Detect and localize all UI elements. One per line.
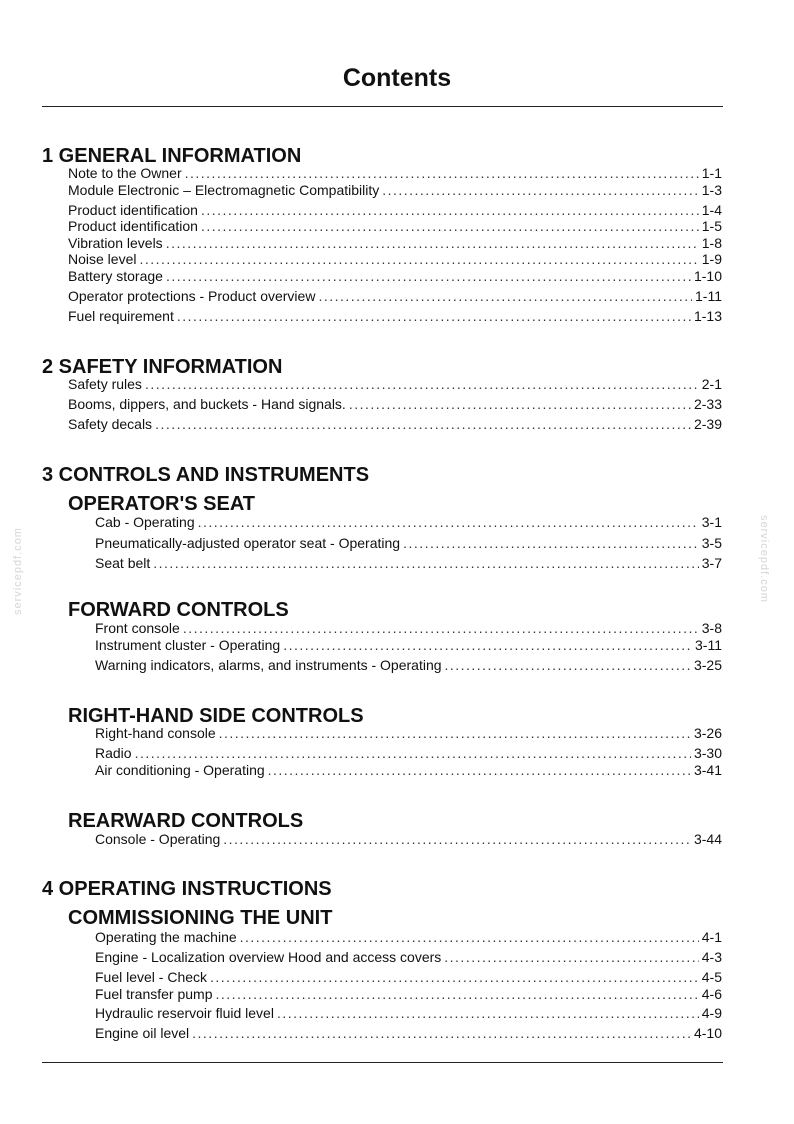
toc-entry[interactable]: Hydraulic reservoir fluid level . . . 4-9 xyxy=(95,1005,722,1022)
toc-entry[interactable]: Air conditioning - Operating . . . 3-41 xyxy=(95,762,722,779)
toc-entry[interactable]: Noise level . . . 1-9 xyxy=(68,251,722,268)
toc-entry[interactable]: Booms, dippers, and buckets - Hand signals. . . . 2-33 xyxy=(68,396,722,413)
toc-entry[interactable]: Pneumatically-adjusted operator seat - Operating . . . 3-5 xyxy=(95,535,722,552)
dot-leader xyxy=(201,202,699,219)
toc-entry[interactable]: Fuel transfer pump . . . 4-6 xyxy=(95,986,722,1003)
dot-leader xyxy=(277,1005,699,1022)
subsection-heading-forward-controls: FORWARD CONTROLS xyxy=(68,599,289,621)
dot-leader xyxy=(283,637,692,654)
dot-leader xyxy=(318,288,692,305)
toc-entry[interactable]: Battery storage . . . 1-10 xyxy=(68,268,722,285)
toc-entry[interactable]: Engine oil level . . . 4-10 xyxy=(95,1025,722,1042)
page-title: Contents xyxy=(342,64,452,92)
toc-entry[interactable]: Safety decals . . . 2-39 xyxy=(68,416,722,433)
dot-leader xyxy=(135,745,691,762)
footer-rule xyxy=(42,1062,723,1063)
dot-leader xyxy=(445,657,691,674)
toc-entry[interactable]: Engine - Localization overview Hood and access covers . . . 4-3 xyxy=(95,949,722,966)
dot-leader xyxy=(268,762,691,779)
toc-entry[interactable]: Fuel requirement . . . 1-13 xyxy=(68,308,722,325)
section-heading-general-information: 1 GENERAL INFORMATION xyxy=(42,145,302,167)
dot-leader xyxy=(166,268,691,285)
dot-leader xyxy=(155,416,691,433)
toc-entry[interactable]: Seat belt . . . 3-7 xyxy=(95,555,722,572)
dot-leader xyxy=(223,831,691,848)
dot-leader xyxy=(210,969,699,986)
toc-entry[interactable]: Vibration levels . . . 1-8 xyxy=(68,235,722,252)
toc-entry[interactable]: Fuel level - Check . . . 4-5 xyxy=(95,969,722,986)
toc-entry[interactable]: Product identification . . . 1-5 xyxy=(68,218,722,235)
section-heading-controls-and-instruments: 3 CONTROLS AND INSTRUMENTS xyxy=(42,464,370,486)
toc-entry[interactable]: Product identification . . . 1-4 xyxy=(68,202,722,219)
header-rule xyxy=(42,106,723,107)
subsection-heading-commissioning-the-unit: COMMISSIONING THE UNIT xyxy=(68,907,333,929)
watermark-right: servicepdf.com xyxy=(758,515,770,603)
dot-leader xyxy=(153,555,699,572)
dot-leader xyxy=(219,725,691,742)
dot-leader xyxy=(240,929,699,946)
toc-entry[interactable]: Module Electronic – Electromagnetic Compatibility . . . 1-3 xyxy=(68,182,722,199)
toc-entry[interactable]: Console - Operating . . . 3-44 xyxy=(95,831,722,848)
dot-leader xyxy=(444,949,698,966)
toc-entry[interactable]: Operator protections - Product overview . . . 1-11 xyxy=(68,288,722,305)
dot-leader xyxy=(166,235,699,252)
toc-entry[interactable]: Radio . . . 3-30 xyxy=(95,745,722,762)
toc-entry[interactable]: Front console . . . 3-8 xyxy=(95,620,722,637)
dot-leader xyxy=(382,182,699,199)
section-heading-operating-instructions: 4 OPERATING INSTRUCTIONS xyxy=(42,878,332,900)
subsection-heading-right-hand-side-controls: RIGHT-HAND SIDE CONTROLS xyxy=(68,705,364,727)
dot-leader xyxy=(139,251,698,268)
toc-entry[interactable]: Note to the Owner . . . 1-1 xyxy=(68,165,722,182)
toc-entry[interactable]: Right-hand console . . . 3-26 xyxy=(95,725,722,742)
subsection-heading-rearward-controls: REARWARD CONTROLS xyxy=(68,810,304,832)
dot-leader xyxy=(198,514,699,531)
toc-entry[interactable]: Operating the machine . . . 4-1 xyxy=(95,929,722,946)
dot-leader xyxy=(403,535,699,552)
dot-leader xyxy=(192,1025,691,1042)
toc-entry[interactable]: Safety rules . . . 2-1 xyxy=(68,376,722,393)
dot-leader xyxy=(183,620,699,637)
dot-leader xyxy=(216,986,699,1003)
dot-leader xyxy=(349,396,691,413)
dot-leader xyxy=(185,165,699,182)
subsection-heading-operators-seat: OPERATOR'S SEAT xyxy=(68,493,256,515)
watermark-left: servicepdf.com xyxy=(12,527,24,615)
dot-leader xyxy=(201,218,699,235)
toc-entry[interactable]: Instrument cluster - Operating . . . 3-11 xyxy=(95,637,722,654)
dot-leader xyxy=(145,376,699,393)
toc-entry[interactable]: Cab - Operating . . . 3-1 xyxy=(95,514,722,531)
dot-leader xyxy=(177,308,691,325)
section-heading-safety-information: 2 SAFETY INFORMATION xyxy=(42,356,283,378)
toc-entry[interactable]: Warning indicators, alarms, and instruments - Operating . . . 3-25 xyxy=(95,657,722,674)
